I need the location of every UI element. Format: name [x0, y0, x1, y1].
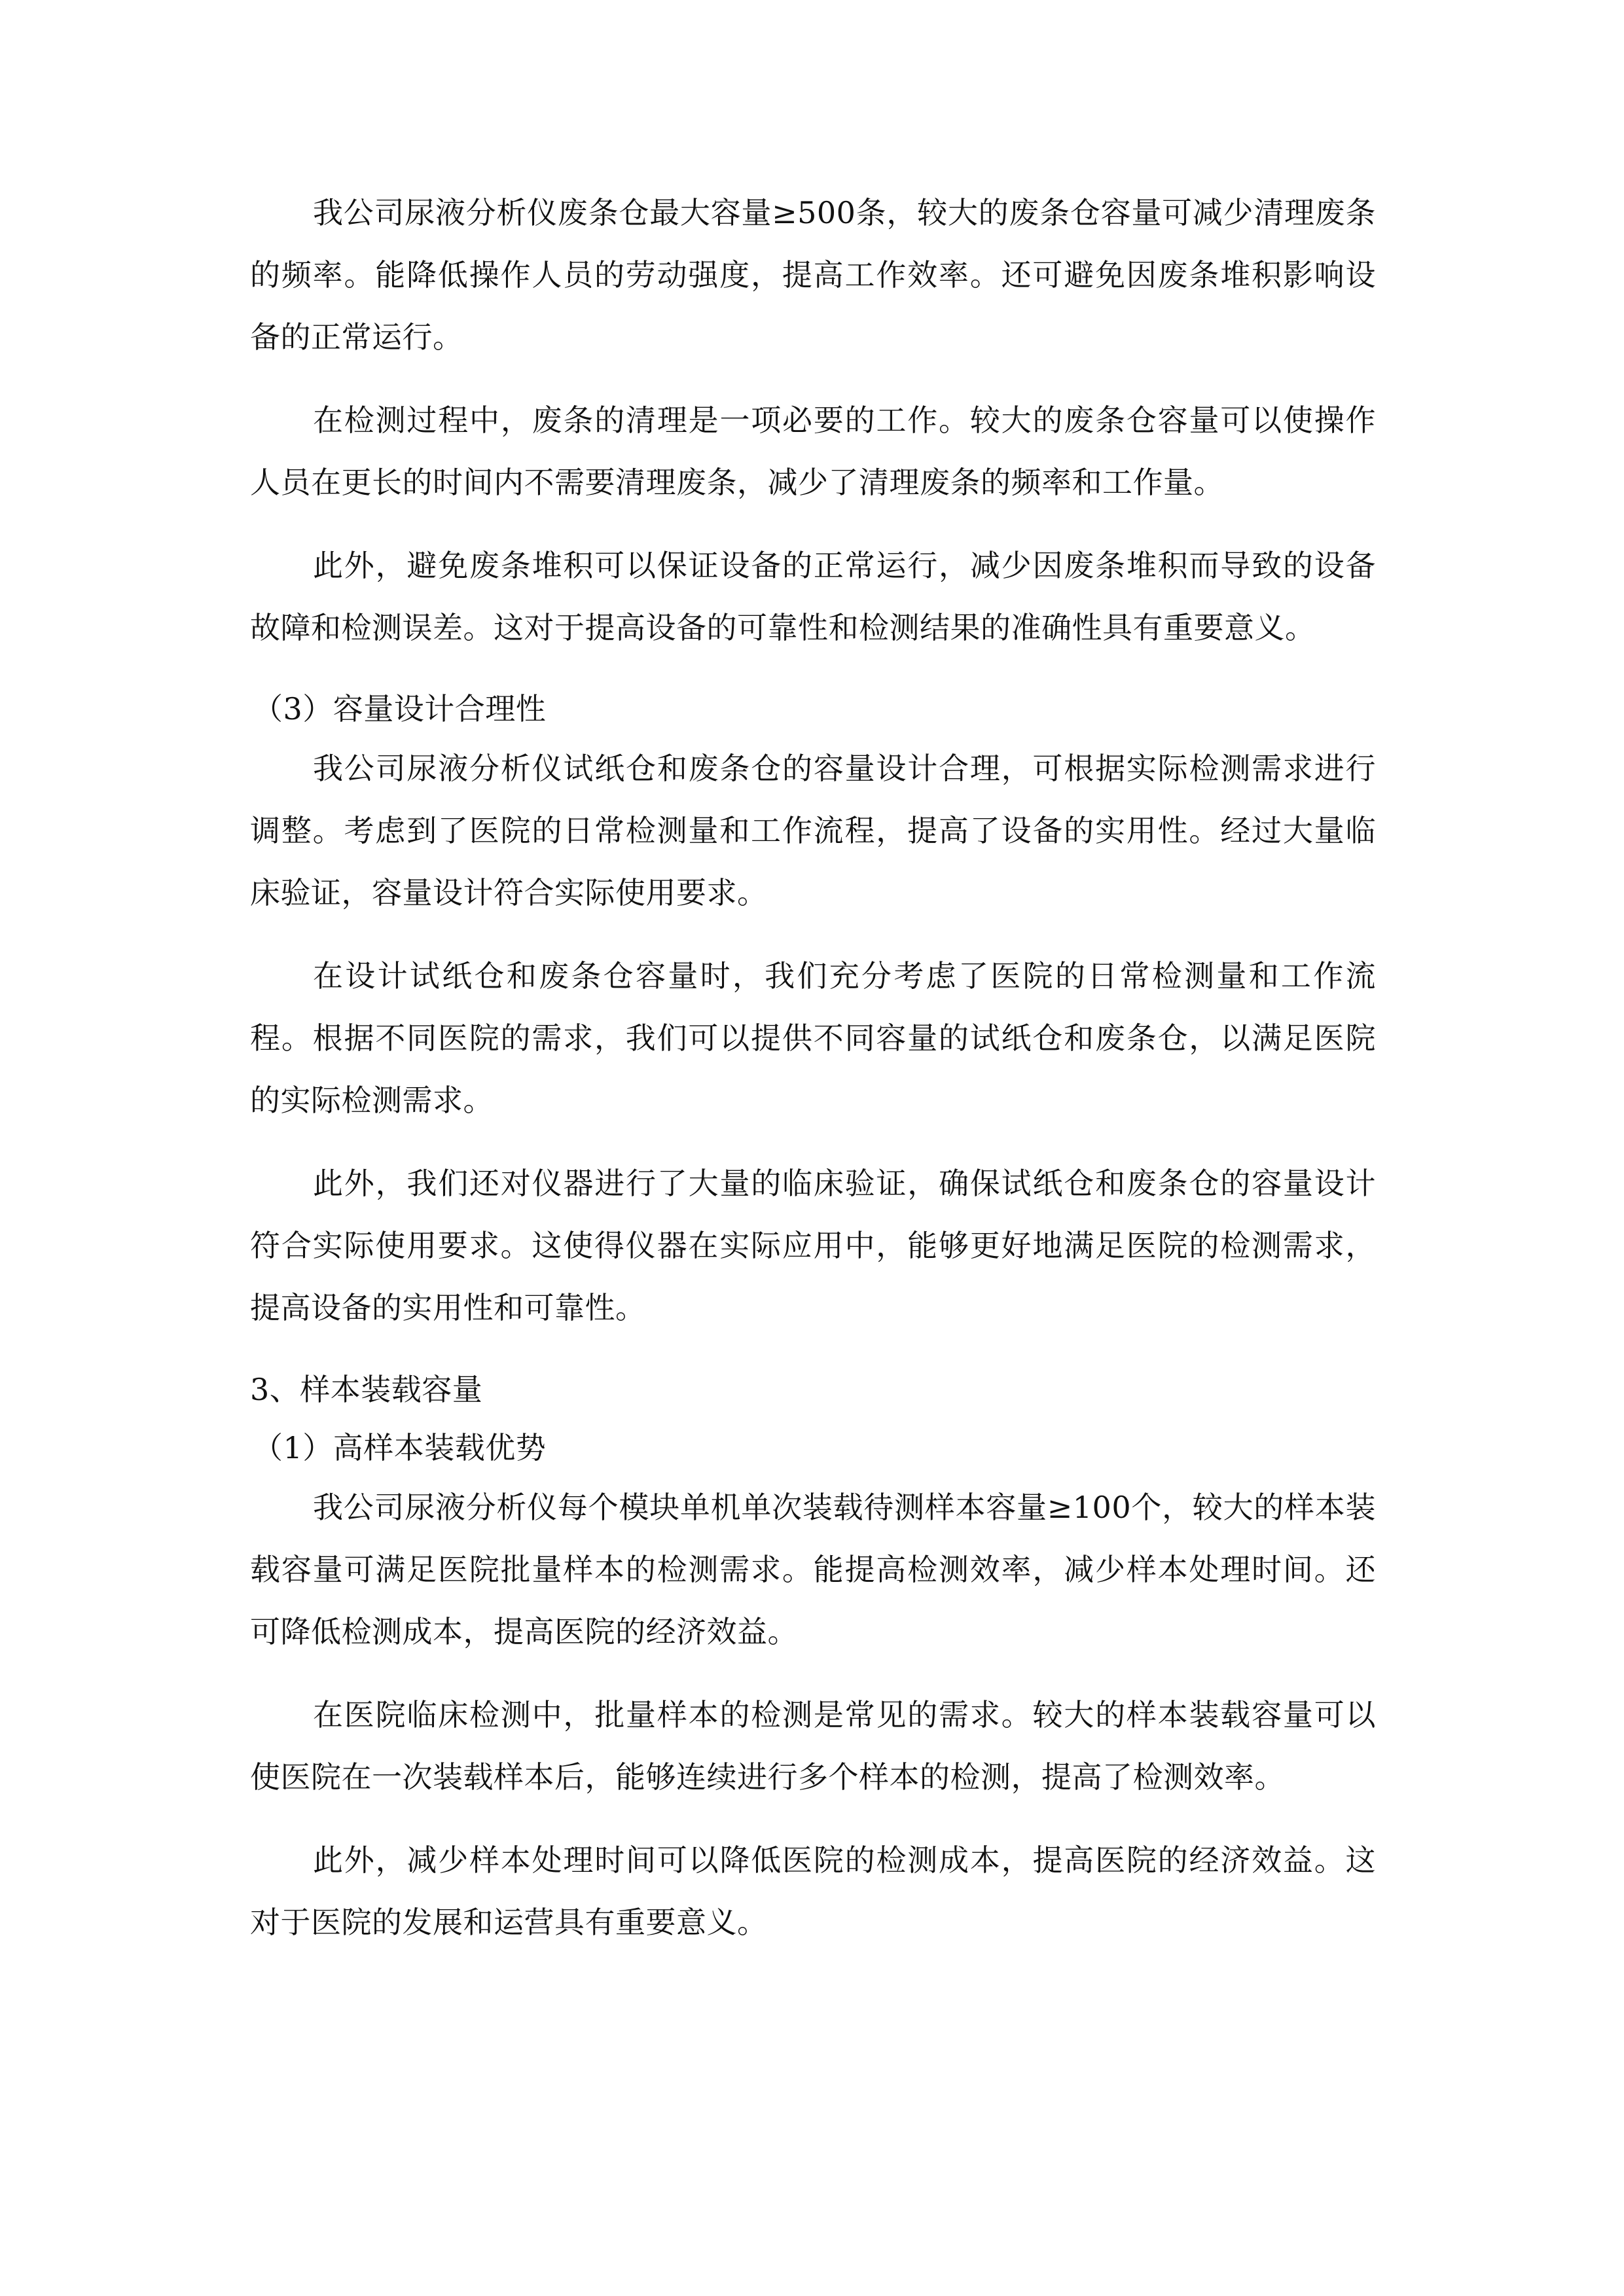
paragraph-waste-bin-capacity: 我公司尿液分析仪废条仓最大容量≥500条，较大的废条仓容量可减少清理废条的频率。能降低操作人员的劳动强度，提高工作效率。还可避免因废条堆积影响设备的正常运行。	[250, 195, 1376, 355]
heading-capacity-design: （3）容量设计合理性	[253, 691, 547, 726]
document-body	[250, 182, 1376, 1975]
heading-high-sample-advantage: （1）高样本装载优势	[253, 1430, 547, 1465]
paragraph-capacity-design: 我公司尿液分析仪试纸仓和废条仓的容量设计合理，可根据实际检测需求进行调整。考虑到了医院的日常检测量和工作流程，提高了设备的实用性。经过大量临床验证，容量设计符合实际使用要求。	[250, 751, 1376, 910]
paragraph-avoid-accumulation: 此外，避免废条堆积可以保证设备的正常运行，减少因废条堆积而导致的设备故障和检测误差。这对于提高设备的可靠性和检测结果的准确性具有重要意义。	[250, 548, 1376, 645]
paragraph-waste-cleaning: 在检测过程中，废条的清理是一项必要的工作。较大的废条仓容量可以使操作人员在更长的时间内不需要清理废条，减少了清理废条的频率和工作量。	[250, 403, 1376, 500]
paragraph-clinical-validation: 此外，我们还对仪器进行了大量的临床验证，确保试纸仓和废条仓的容量设计符合实际使用要求。这使得仪器在实际应用中，能够更好地满足医院的检测需求，提高设备的实用性和可靠性。	[250, 1166, 1376, 1325]
paragraph-sample-loading: 我公司尿液分析仪每个模块单机单次装载待测样本容量≥100个，较大的样本装载容量可满足医院批量样本的检测需求。能提高检测效率，减少样本处理时间。还可降低检测成本，提高医院的经济效益。	[250, 1490, 1376, 1649]
paragraph-design-considerations: 在设计试纸仓和废条仓容量时，我们充分考虑了医院的日常检测量和工作流程。根据不同医院的需求，我们可以提供不同容量的试纸仓和废条仓，以满足医院的实际检测需求。	[250, 958, 1376, 1118]
paragraph-batch-detection: 在医院临床检测中，批量样本的检测是常见的需求。较大的样本装载容量可以使医院在一次装载样本后，能够连续进行多个样本的检测，提高了检测效率。	[250, 1697, 1376, 1795]
heading-sample-capacity: 3、样本装载容量	[250, 1372, 483, 1407]
paragraph-cost-reduction: 此外，减少样本处理时间可以降低医院的检测成本，提高医院的经济效益。这对于医院的发展和运营具有重要意义。	[250, 1842, 1376, 1940]
